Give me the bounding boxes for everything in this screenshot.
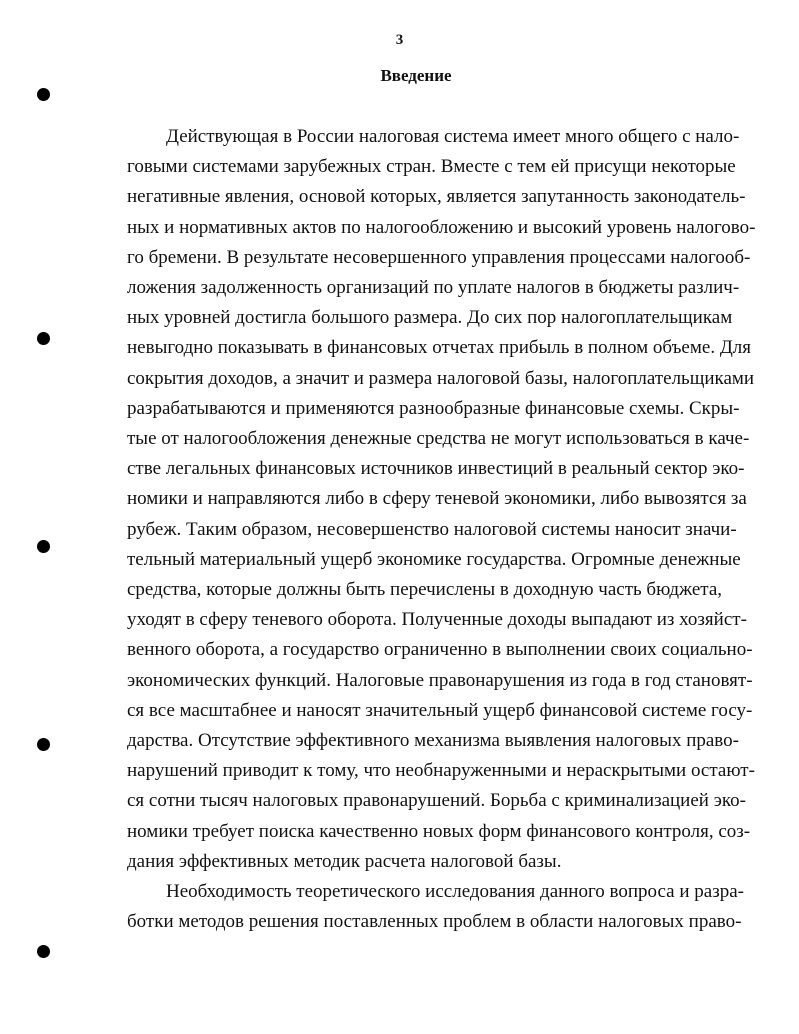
text-line: средства, которые должны быть перечислены в доходную часть бюджета, — [127, 579, 723, 600]
binding-hole — [37, 540, 50, 553]
page-number: 3 — [395, 32, 404, 48]
binding-hole — [37, 88, 50, 101]
text-line: тельный материальный ущерб экономике государства. Огромные денежные — [127, 549, 741, 570]
text-line: ных и нормативных актов по налогообложению и высокий уровень налогово- — [127, 217, 756, 238]
text-line: экономических функций. Налоговые правонарушения из года в год становят- — [127, 670, 753, 691]
binding-hole — [37, 945, 50, 958]
text-line: дания эффективных методик расчета налоговой базы. — [127, 851, 562, 872]
text-line: уходят в сферу теневого оборота. Полученные доходы выпадают из хозяйст- — [127, 609, 747, 630]
text-line: номики требует поиска качественно новых форм финансового контроля, соз- — [127, 821, 751, 842]
text-line: негативные явления, основой которых, является запутанность законодатель- — [127, 186, 746, 207]
text-line: дарства. Отсутствие эффективного механизма выявления налоговых право- — [127, 730, 739, 751]
text-line: рубеж. Таким образом, несовершенство налоговой системы наносит значи- — [127, 519, 737, 540]
text-line: Действующая в России налоговая система имеет много общего с нало- — [166, 126, 740, 147]
text-line: разрабатываются и применяются разнообразные финансовые схемы. Скры- — [127, 398, 740, 419]
text-line: ботки методов решения поставленных проблем в области налоговых право- — [127, 911, 742, 932]
binding-hole — [37, 738, 50, 751]
binding-hole — [37, 332, 50, 345]
text-line: невыгодно показывать в финансовых отчетах прибыль в полном объеме. Для — [127, 337, 751, 358]
text-line: сокрытия доходов, а значит и размера налоговой базы, налогоплательщиками — [127, 368, 755, 389]
text-line: ложения задолженность организаций по уплате налогов в бюджеты различ- — [127, 277, 740, 298]
text-line: венного оборота, а государство ограниченно в выполнении своих социально- — [127, 639, 753, 660]
text-line: Необходимость теоретического исследования данного вопроса и разра- — [166, 881, 744, 902]
text-line: ся все масштабнее и наносят значительный ущерб финансовой системе госу- — [127, 700, 753, 721]
text-line: стве легальных финансовых источников инвестиций в реальный сектор эко- — [127, 458, 745, 479]
text-line: го бремени. В результате несовершенного управления процессами налогооб- — [127, 247, 751, 268]
text-line: тые от налогообложения денежные средства не могут использоваться в каче- — [127, 428, 750, 449]
text-line: номики и направляются либо в сферу теневой экономики, либо вывозятся за — [127, 488, 747, 509]
text-line: ных уровней достигла большого размера. До сих пор налогоплательщикам — [127, 307, 733, 328]
text-line: говыми системами зарубежных стран. Вместе с тем ей присущи некоторые — [127, 156, 736, 177]
text-line: нарушений приводит к тому, что необнаруженными и нераскрытыми остают- — [127, 760, 755, 781]
section-title: Введение — [380, 66, 452, 85]
text-line: ся сотни тысяч налоговых правонарушений. Борьба с криминализацией эко- — [127, 790, 746, 811]
